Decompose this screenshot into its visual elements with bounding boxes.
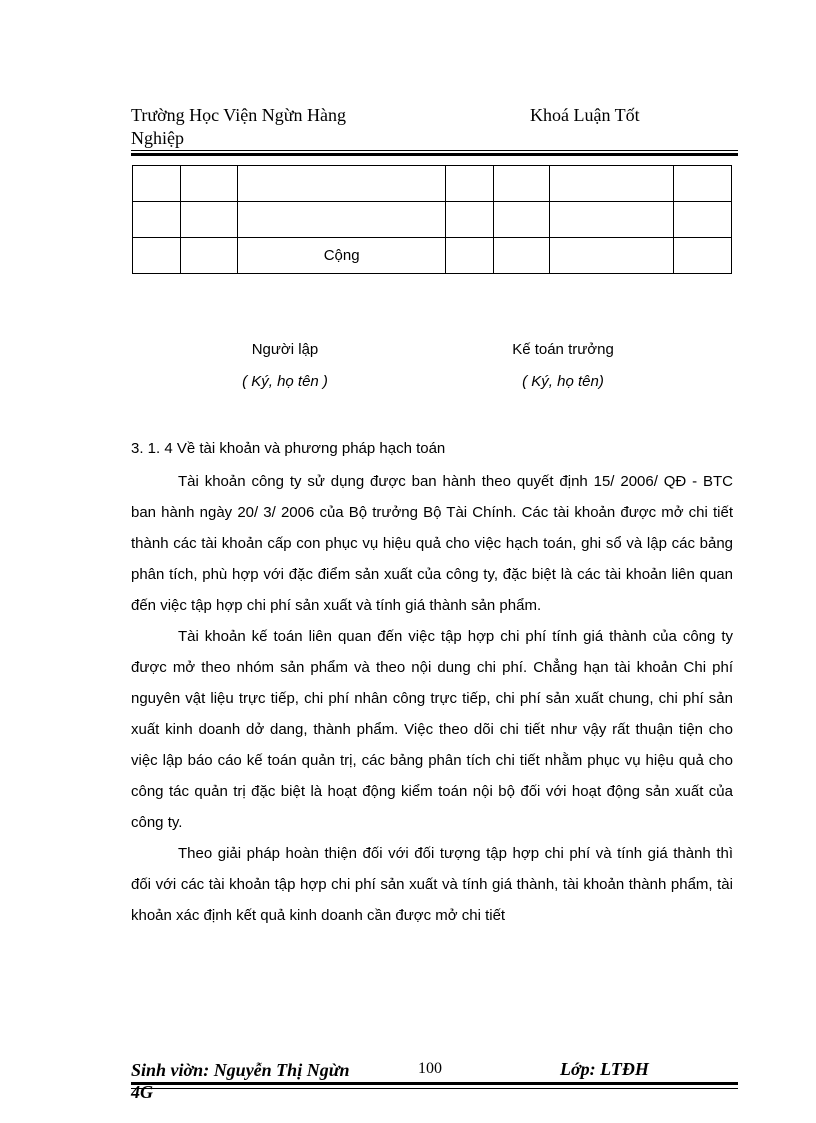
- header-school: Trường Học Viện Ngừn Hàng: [131, 105, 346, 125]
- table-cell: [133, 166, 181, 202]
- table-row-total: [133, 238, 732, 274]
- table-cell: [446, 166, 494, 202]
- table-cell: [550, 238, 674, 274]
- header-school-cont: Nghiệp: [131, 128, 184, 148]
- table-cell: [133, 202, 181, 238]
- footer-student-cont: 4G: [131, 1082, 153, 1102]
- signature-right-note: ( Ký, họ tên): [522, 373, 604, 390]
- footer-rule-thick: [131, 1082, 738, 1085]
- footer-student: [131, 1059, 371, 1103]
- paragraph: Tài khoản công ty sử dụng được ban hành theo quyết định 15/ 2006/ QĐ - BTC ban hành ngày 20/ 3/ 2006 của Bộ trưởng Bộ Tài Chính. Các tài khoản được mở chi tiết thành các tài khoản cấp con phục vụ hiệu quả cho việc hạch toán, ghi sổ và lập các bảng phân tích, phù hợp với đặc điểm sản xuất của công ty, đặc biệt là các tài khoản liên quan đến việc tập hợp chi phí sản xuất và tính giá thành sản phẩm.: [131, 473, 733, 614]
- table-cell: [550, 202, 674, 238]
- header-rule-thin: [131, 150, 738, 151]
- table-cell: [446, 238, 494, 274]
- table-cell: [237, 166, 446, 202]
- table-cell: [180, 238, 237, 274]
- table-cell: [674, 166, 732, 202]
- table-cell: [133, 238, 181, 274]
- footer-student-name: Sinh viờn: Nguyễn Thị Ngừn: [131, 1060, 350, 1080]
- signature-right-role: Kế toán trưởng: [512, 341, 614, 358]
- table-cell: [180, 202, 237, 238]
- table-cell: [494, 202, 550, 238]
- table-cell: [494, 238, 550, 274]
- table-cell: [494, 166, 550, 202]
- table-cell: [674, 202, 732, 238]
- table-row: [133, 202, 732, 238]
- table-cell: [550, 166, 674, 202]
- header-left: [131, 104, 391, 150]
- section-heading: 3. 1. 4 Về tài khoản và phương pháp hạch toán: [131, 440, 446, 457]
- page-number: 100: [418, 1060, 442, 1077]
- footer-rule-thin: [131, 1088, 738, 1089]
- paragraph: Tài khoản kế toán liên quan đến việc tập hợp chi phí tính giá thành của công ty được mở theo nhóm sản phẩm và theo nội dung chi phí. Chẳng hạn tài khoản Chi phí nguyên vật liệu trực tiếp, chi phí nhân công trực tiếp, chi phí sản xuất chung, chi phí sản xuất kinh doanh dở dang, thành phẩm. Việc theo dõi chi tiết như vậy rất thuận tiện cho việc lập báo cáo kế toán quản trị, các bảng phân tích chi tiết nhằm phục vụ hiệu quả cho công tác quản trị đặc biệt là hoạt động kiểm toán nội bộ đối với hoạt động sản xuất của công ty.: [131, 628, 733, 831]
- table-cell: [674, 238, 732, 274]
- signature-left-role: Người lập: [251, 341, 319, 358]
- summary-table: [132, 165, 732, 274]
- body-text: [131, 466, 733, 931]
- paragraph: Theo giải pháp hoàn thiện đối với đối tượng tập hợp chi phí và tính giá thành thì đối với các tài khoản tập hợp chi phí sản xuất và tính giá thành, tài khoản thành phẩm, tài khoản xác định kết quả kinh doanh cần được mở chi tiết: [131, 845, 733, 924]
- table-cell: [180, 166, 237, 202]
- footer-class: Lớp: LTĐH: [560, 1059, 649, 1079]
- header-right: Khoá Luận Tốt: [530, 105, 640, 125]
- table-cell: [446, 202, 494, 238]
- table-row: [133, 166, 732, 202]
- total-label-cell: Cộng: [237, 238, 446, 274]
- signature-left-note: ( Ký, họ tên ): [242, 373, 328, 390]
- table-cell: [237, 202, 446, 238]
- header-rule-thick: [131, 153, 738, 156]
